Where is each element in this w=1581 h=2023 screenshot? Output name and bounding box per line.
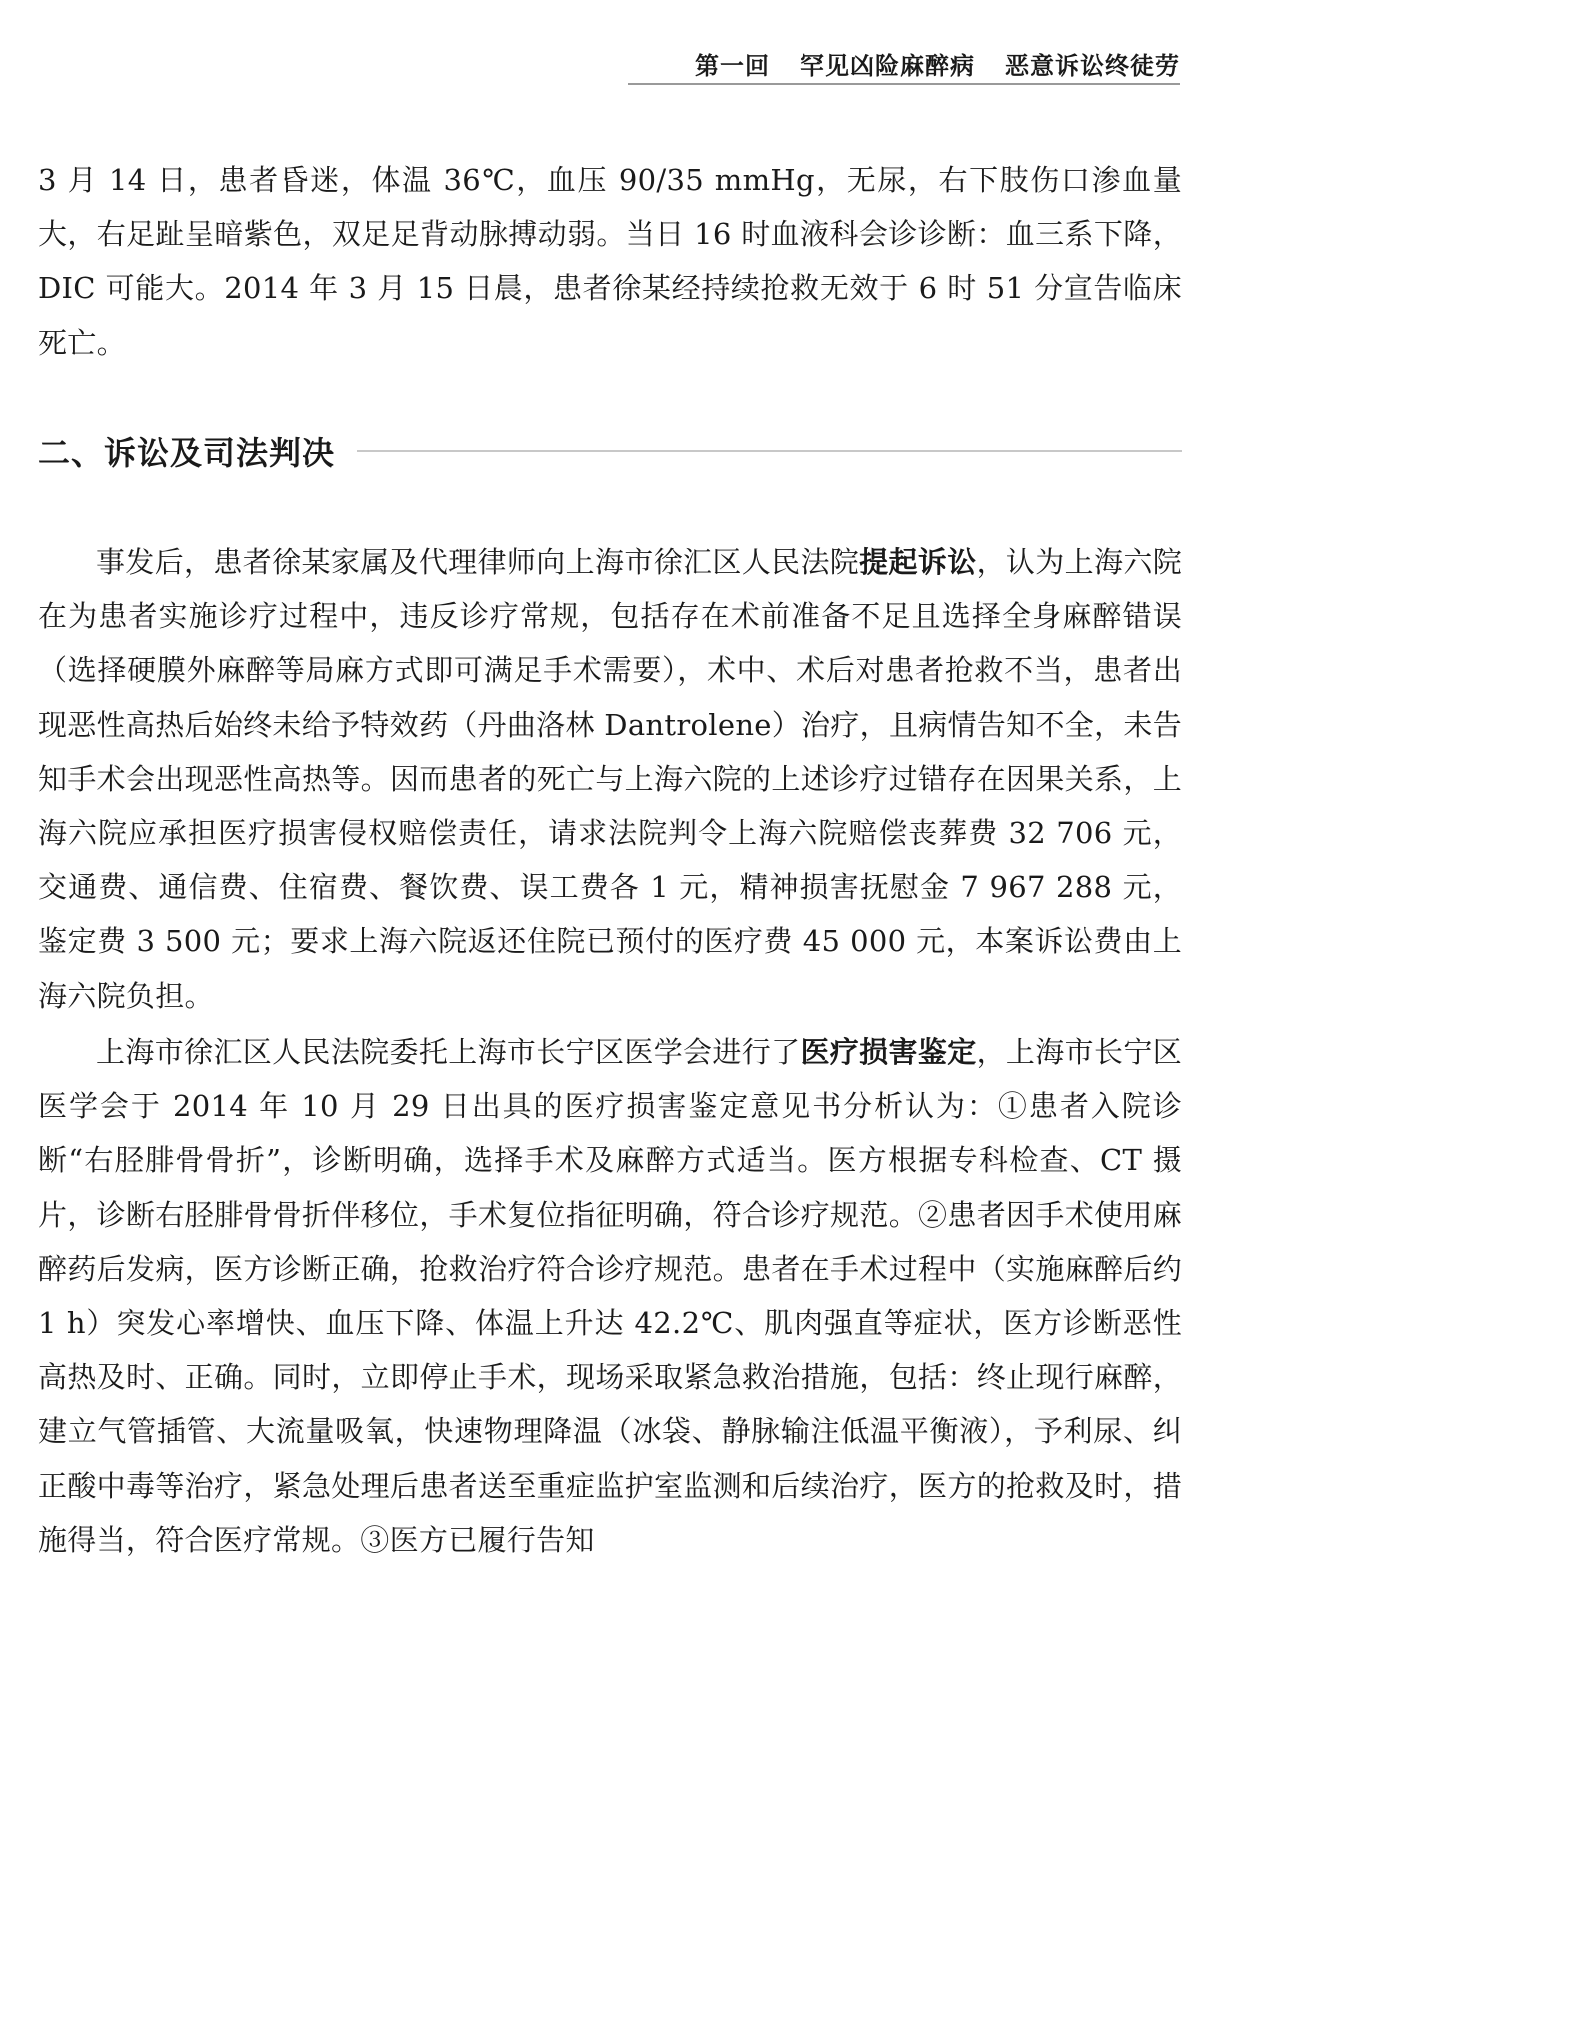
- header-rule: [628, 83, 1180, 85]
- running-header: [695, 46, 1180, 81]
- section-heading-title: 二、诉讼及司法判决: [38, 434, 336, 472]
- section-heading-rule: [357, 450, 1182, 452]
- chapter-number: 第一回: [695, 52, 770, 80]
- paragraph-2: [38, 535, 1182, 1023]
- chapter-title-part2: 恶意诉讼终徒劳: [1005, 52, 1180, 80]
- paragraph-2-bold: 提起诉讼: [859, 545, 977, 579]
- section-heading: [38, 426, 1182, 476]
- paragraph-1: 3 月 14 日，患者昏迷，体温 36℃，血压 90/35 mmHg，无尿，右下肢伤口渗血量大，右足趾呈暗紫色，双足足背动脉搏动弱。当日 16 时血液科会诊诊断：血三系下降，DIC 可能大。2014 年 3 月 15 日晨，患者徐某经持续抢救无效于 6 时 51 分宣告临床死亡。: [38, 163, 1182, 360]
- paragraph-3-text-a: 上海市徐汇区人民法院委托上海市长宁区医学会进行了: [96, 1035, 801, 1069]
- paragraph-3-text-b: ，上海市长宁区医学会于 2014 年 10 月 29 日出具的医疗损害鉴定意见书分析认为：①患者入院诊断“右胫腓骨骨折”，诊断明确，选择手术及麻醉方式适当。医方根据专科检查、CT 摄片，诊断右胫腓骨骨折伴移位，手术复位指征明确，符合诊疗规范。②患者因手术使用麻醉药后发病，医方诊断正确，抢救治疗符合诊疗规范。患者在手术过程中（实施麻醉后约 1 h）突发心率增快、血压下降、体温上升达 42.2℃、肌肉强直等症状，医方诊断恶性高热及时、正确。同时，立即停止手术，现场采取紧急救治措施，包括：终止现行麻醉，建立气管插管、大流量吸氧，快速物理降温（冰袋、静脉输注低温平衡液），予利尿、纠正酸中毒等治疗，紧急处理后患者送至重症监护室监测和后续治疗，医方的抢救及时，措施得当，符合医疗常规。③医方已履行告知: [38, 1035, 1182, 1557]
- paragraph-2-text-b: ，认为上海六院在为患者实施诊疗过程中，违反诊疗常规，包括存在术前准备不足且选择全身麻醉错误（选择硬膜外麻醉等局麻方式即可满足手术需要），术中、术后对患者抢救不当，患者出现恶性高热后始终未给予特效药（丹曲洛林 Dantrolene）治疗，且病情告知不全，未告知手术会出现恶性高热等。因而患者的死亡与上海六院的上述诊疗过错存在因果关系，上海六院应承担医疗损害侵权赔偿责任，请求法院判令上海六院赔偿丧葬费 32 706 元，交通费、通信费、住宿费、餐饮费、误工费各 1 元，精神损害抚慰金 7 967 288 元，鉴定费 3 500 元；要求上海六院返还住院已预付的医疗费 45 000 元，本案诉讼费由上海六院负担。: [38, 545, 1182, 1013]
- paragraph-3-bold: 医疗损害鉴定: [800, 1035, 977, 1069]
- chapter-title-part1: 罕见凶险麻醉病: [800, 52, 975, 80]
- paragraph-3: [38, 1025, 1182, 1567]
- paragraph-2-text-a: 事发后，患者徐某家属及代理律师向上海市徐汇区人民法院: [96, 545, 860, 579]
